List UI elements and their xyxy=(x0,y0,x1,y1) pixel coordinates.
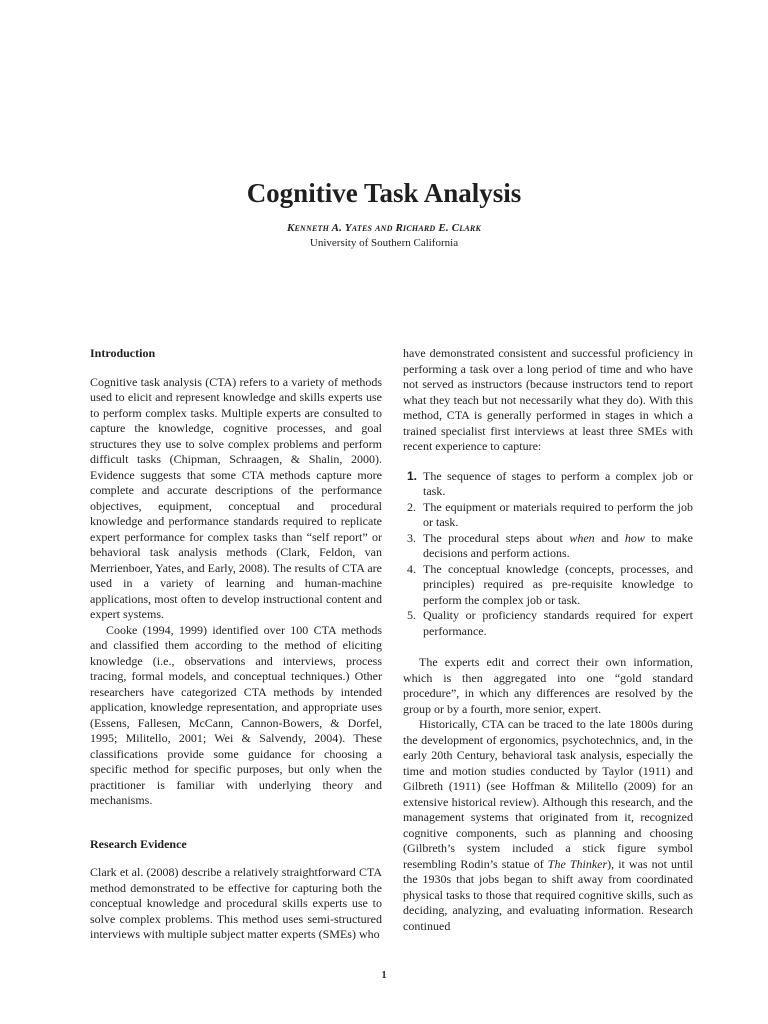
list-item xyxy=(403,608,693,639)
experts-paragraph: The experts edit and correct their own information, which is then aggregated into one “gold standard procedure”, in which any differences are resolved by the group or by a fourth, more senior, expert. xyxy=(403,655,693,716)
list-item-text: The procedural steps about xyxy=(423,530,570,545)
list-item-number: 4. xyxy=(407,561,416,576)
list-item-number: 2. xyxy=(407,499,416,514)
list-item-text: to make decisions and perform actions. xyxy=(423,530,694,560)
the-thinker-title: The Thinker xyxy=(547,856,608,871)
history-paragraph xyxy=(403,717,693,934)
list-item-text: The conceptual knowledge (concepts, processes, and principles) required as pre-requisite knowledge to perform the complex job or task. xyxy=(423,561,693,607)
right-column xyxy=(403,346,693,934)
left-column xyxy=(90,346,382,943)
list-item xyxy=(403,469,693,500)
history-text-start: Historically, CTA can be traced to the late 1800s during the development of ergonomics, psychotechnics, and, in the early 20th Century, behavioral task analysis, especially the time and motion studies conducted by Taylor (1911) and Gilbreth (1911) (see Hoffman & Militello (2009) for an extensive historical review). Although this research, and the management systems that originated from it, recognized cognitive components, such as planning and choosing (Gilbreth’s system included a stick figure symbol resembling Rodin’s statue of xyxy=(403,717,693,871)
page-number: 1 xyxy=(381,970,387,981)
list-item-text: The sequence of stages to perform a complex job or task. xyxy=(423,468,693,498)
list-item-number: 1. xyxy=(407,468,418,483)
list-item-text: The equipment or materials required to perform the job or task. xyxy=(423,499,693,529)
research-evidence-heading: Research Evidence xyxy=(90,836,187,851)
list-item xyxy=(403,500,693,531)
intro-paragraph-1: Cognitive task analysis (CTA) refers to a variety of methods used to elicit and represent knowledge and skills experts use to perform complex tasks. Multiple experts are consulted to capture the knowledge, cognitive processes, and goal structures they use to solve complex problems and perform difficult tasks (Chipman, Schraagen, & Shalin, 2000). Evidence suggests that some CTA methods capture more complete and accurate descriptions of the performance objectives, equipment, conceptual and procedural knowledge and performance standards required to replicate expert performance for complex tasks than “self report” or behavioral task analysis methods (Clark, Feldon, van Merrienboer, Yates, and Early, 2008). The results of CTA are used in a variety of learning and human-machine applications, most often to develop instructional content and expert systems. xyxy=(90,374,382,621)
page-title: Cognitive Task Analysis xyxy=(246,178,522,208)
list-item-text: and xyxy=(594,530,625,545)
history-text-end: ), it was not until the 1930s that jobs began to shift away from coordinated physical tasks to those that required cognitive skills, such as deciding, analyzing, and evaluating information. Research continued xyxy=(403,856,693,933)
intro-paragraph-2: Cooke (1994, 1999) identified over 100 CTA methods and classified them according to the method of eliciting knowledge (i.e., observations and interviews, process tracing, formal models, and conceptual techniques.) Other researchers have categorized CTA methods by intended application, knowledge representation, and appropriate uses (Essens, Fallesen, McCann, Cannon-Bowers, & Dorfel, 1995; Militello, 2001; Wei & Salvendy, 2004). These classifications provide some guidance for choosing a specific method for specific purposes, but only when the practitioner is familiar with underlying theory and mechanisms. xyxy=(90,622,382,807)
list-item-text: Quality or proficiency standards required for expert performance. xyxy=(423,608,693,638)
research-paragraph-1: Clark et al. (2008) describe a relatively straightforward CTA method demonstrated to be effective for capturing both the conceptual knowledge and procedural skills experts use to solve complex problems. This method uses semi-structured interviews with multiple subject matter experts (SMEs) who xyxy=(90,865,382,941)
list-item-number: 5. xyxy=(407,608,416,622)
capture-list xyxy=(403,469,693,640)
affiliation: University of Southern California xyxy=(309,237,459,249)
list-item-emphasis-when: when xyxy=(569,530,595,545)
list-item xyxy=(403,531,693,562)
list-item-number: 3. xyxy=(407,530,416,545)
author-line: Kenneth A. Yates and Richard E. Clark xyxy=(286,222,481,234)
list-item-emphasis-how: how xyxy=(624,530,645,545)
list-item xyxy=(403,562,693,609)
continuation-paragraph: have demonstrated consistent and successful proficiency in performing a task over a long period of time and who have not served as instructors (because instructors tend to report what they teach but not necessarily what they do). With this method, CTA is generally performed in stages in which a trained specialist first interviews at least three SMEs with recent experience to capture: xyxy=(403,346,693,453)
introduction-heading: Introduction xyxy=(90,346,156,360)
